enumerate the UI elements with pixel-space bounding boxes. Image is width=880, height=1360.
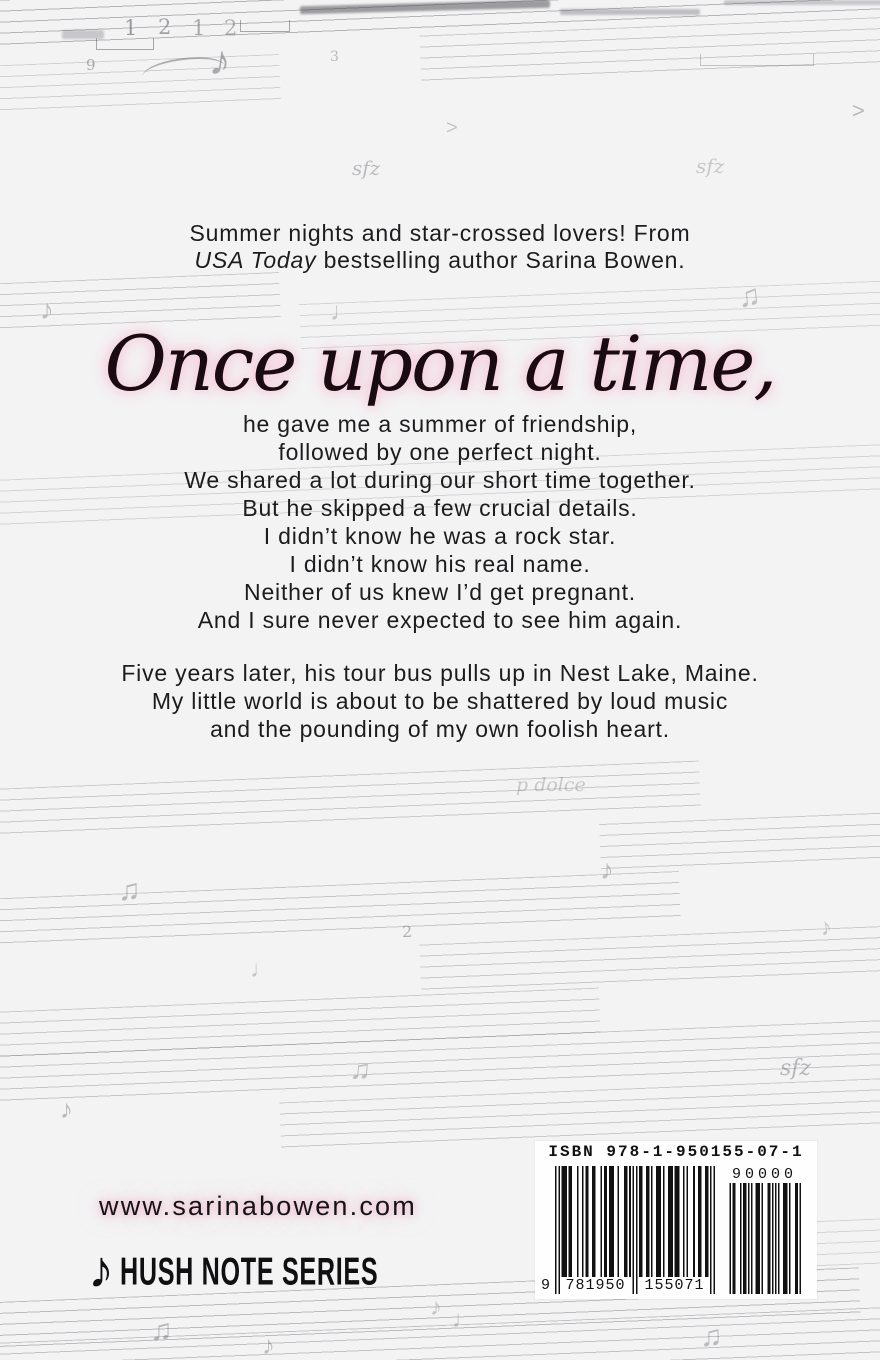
blurb-line: he gave me a summer of friendship, <box>242 411 638 437</box>
series-label: HUSH NOTE SERIES <box>120 1249 379 1293</box>
website-url: www.sarinabowen.com <box>99 1191 417 1221</box>
music-mark: ♩ <box>452 1306 476 1333</box>
staff-lines <box>419 925 880 990</box>
music-mark: 2 <box>158 15 172 39</box>
music-mark: ♪ <box>600 854 614 885</box>
music-mark: 1 <box>192 16 206 40</box>
bracket-mark <box>700 54 814 66</box>
music-mark: ♪ <box>40 294 54 325</box>
music-mark: > <box>446 117 458 139</box>
ean13-barcode <box>540 1166 715 1294</box>
slur-mark <box>141 53 228 91</box>
usa-today-italic: USA Today <box>194 247 317 273</box>
barcode-digit-group: 155071 <box>639 1277 710 1294</box>
music-mark: 3 <box>330 49 339 65</box>
staff-lines <box>0 761 701 836</box>
addon-number: 90000 <box>731 1166 797 1183</box>
tagline-line-1: Summer nights and star-crossed lovers! From <box>189 220 691 246</box>
blurb-line: I didn’t know his real name. <box>289 551 591 577</box>
blurb-line: We shared a lot during our short time together. <box>184 467 696 493</box>
music-mark: ♫ <box>736 278 763 315</box>
tagline <box>0 220 880 274</box>
staff-lines <box>0 0 880 46</box>
staff-lines <box>0 54 281 112</box>
blurb-line: I didn’t know he was a rock star. <box>263 523 617 549</box>
blurb-line: Five years later, his tour bus pulls up in Nest Lake, Maine. <box>121 660 759 686</box>
series-row <box>88 1241 500 1299</box>
blurb-line: Neither of us knew I’d get pregnant. <box>244 579 636 605</box>
music-mark: ♫ <box>118 874 141 907</box>
blurb-paragraph-2 <box>0 659 880 743</box>
staff-lines <box>0 1020 880 1103</box>
music-mark: ♩ <box>330 296 356 326</box>
music-mark: ♫ <box>348 1053 373 1086</box>
bracket-mark <box>96 38 154 50</box>
blurb-line: My little world is about to be shattered by loud music <box>151 688 729 714</box>
addon-barcode <box>728 1166 801 1294</box>
music-mark: p dolce <box>516 774 586 796</box>
blurb-line: But he skipped a few crucial details. <box>242 495 638 521</box>
ink-smudge <box>560 9 700 15</box>
eighth-note-icon: ♪ <box>88 1241 114 1299</box>
music-mark: 2 <box>402 922 413 941</box>
staff-lines <box>599 812 880 870</box>
music-mark: ♫ <box>700 1320 723 1353</box>
ean13-bars <box>555 1166 715 1294</box>
music-mark: sfz <box>352 156 381 180</box>
addon-bars <box>728 1183 801 1294</box>
music-mark: ♪ <box>60 1094 73 1124</box>
ink-smudge <box>724 0 880 5</box>
isbn-label: ISBN 978-1-950155-07-1 <box>548 1143 804 1161</box>
barcode-bars-row <box>540 1166 801 1294</box>
blurb-line: and the pounding of my own foolish heart. <box>210 716 670 742</box>
staff-lines <box>0 988 601 1059</box>
staff-lines <box>419 16 880 81</box>
music-mark: 1 <box>124 16 138 40</box>
music-mark: 2 <box>224 16 238 40</box>
music-mark: sfz <box>780 1056 812 1081</box>
barcode-digit-group: 781950 <box>560 1277 631 1294</box>
ink-smudge <box>62 30 104 39</box>
staff-lines <box>279 1078 880 1149</box>
staff-lines <box>0 871 681 945</box>
music-mark: > <box>852 98 865 123</box>
ink-smudge <box>300 0 550 14</box>
music-mark: ♪ <box>262 1330 275 1360</box>
music-mark: ♩ <box>250 956 274 983</box>
blurb-line: And I sure never expected to see him again. <box>197 607 683 633</box>
music-mark: ♪ <box>817 913 835 942</box>
music-mark: ♫ <box>150 1314 173 1347</box>
tagline-line-2 <box>0 247 880 274</box>
blurb-line: followed by one perfect night. <box>278 439 602 465</box>
music-mark: ♪ <box>430 1294 442 1321</box>
blurb-paragraph-1 <box>0 410 880 634</box>
script-heading: Once upon a time, <box>104 319 776 408</box>
tagline-line-2-rest: bestselling author Sarina Bowen. <box>316 247 686 273</box>
barcode-digit-group: 9 <box>540 1277 551 1294</box>
staff-lines <box>0 1307 880 1360</box>
music-mark: ♪ <box>206 35 235 86</box>
bracket-mark <box>240 20 290 32</box>
addon-bars-area <box>728 1183 801 1294</box>
barcode-panel <box>535 1141 817 1299</box>
music-mark: 9 <box>86 56 96 74</box>
music-mark: sfz <box>696 154 725 178</box>
